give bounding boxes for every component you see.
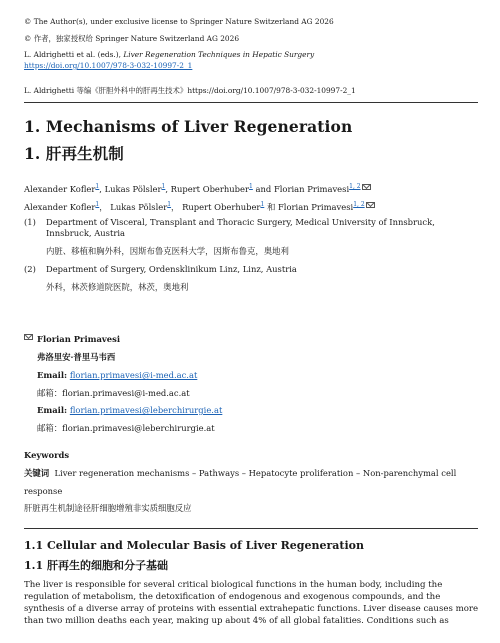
- email-label: Email:: [37, 405, 68, 415]
- chapter-title-en: 1. Mechanisms of Liver Regeneration: [24, 117, 353, 136]
- keywords-text-zh: 肝脏再生机制途径肝细胞增殖非实质细胞反应: [24, 503, 192, 513]
- citation-title: Liver Regeneration Techniques in Hepatic Surgery: [123, 50, 315, 59]
- keywords-line: [24, 468, 456, 479]
- chapter-title-zh: 1. 肝再生机制: [24, 144, 124, 163]
- body-line-3: synthesis of a diverse array of proteins with essential extrahepatic functions. Liver disease causes more: [24, 604, 479, 614]
- mail-icon[interactable]: [362, 184, 371, 190]
- keywords-text-2: response: [24, 486, 63, 496]
- affil-2-number: (2): [24, 264, 36, 274]
- and-word: and: [255, 183, 272, 194]
- author-4: Florian Primavesi: [273, 183, 350, 194]
- email-2-text: florian.primavesi@leberchirurgie.at: [62, 423, 215, 433]
- keywords-text-1: Liver regeneration mechanisms – Pathways – Hepatocyte proliferation – Non-parenchymal cell: [54, 468, 457, 478]
- keywords-heading: Keywords: [24, 450, 70, 460]
- keywords-heading-zh: 关键词: [24, 468, 50, 478]
- email-1-link[interactable]: florian.primavesi@i-med.ac.at: [69, 370, 198, 380]
- affil-2-text-zh: 外科，林茨修道院医院，林茨，奥地利: [46, 282, 189, 292]
- email-1-row-zh: [37, 388, 190, 399]
- affil-1-number: (1): [24, 217, 36, 227]
- author-2-affil[interactable]: 1: [161, 183, 166, 190]
- author-4-affil[interactable]: 1, 2: [349, 183, 361, 190]
- author-zh-2-affil[interactable]: 1: [167, 201, 172, 208]
- author-zh-1-affil[interactable]: 1: [95, 201, 100, 208]
- section-divider: [24, 528, 478, 529]
- email-label: Email:: [37, 370, 68, 380]
- email-label-zh: 邮箱：: [37, 388, 63, 398]
- and-word-zh: 和: [266, 201, 276, 212]
- email-2-row: [37, 405, 222, 416]
- author-zh-3-affil[interactable]: 1: [260, 201, 265, 208]
- doi-link[interactable]: https://doi.org/10.1007/978-3-032-10997-2_1: [24, 61, 193, 70]
- author-zh-2: Lukas Pölsler: [110, 201, 168, 212]
- author-zh-4: Florian Primavesi: [278, 201, 354, 212]
- author-1-affil[interactable]: 1: [95, 183, 100, 190]
- author-zh-3: Rupert Oberhuber: [182, 201, 261, 212]
- citation-line-zh: L. Aldrighetti 等编《肝胆外科中的肝再生技术》https://doi.org/10.1007/978-3-032-10997-2_1: [24, 86, 356, 95]
- affil-2-text: Department of Surgery, Ordensklinikum Linz, Linz, Austria: [46, 264, 297, 274]
- affil-1-text: Department of Visceral, Transplant and Thoracic Surgery, Medical University of Innsbruck, Innsbruck, Austria: [46, 217, 435, 238]
- citation-line: [24, 50, 314, 60]
- correspondence-name: Florian Primavesi: [24, 334, 120, 345]
- copyright-line-zh: © 作者，独家授权给 Springer Nature Switzerland AG 2026: [24, 34, 240, 43]
- author-1: Alexander Kofler: [24, 183, 96, 194]
- body-line-2: regulation of metabolism, the detoxification of endogenous and exogenous compounds, and the: [24, 592, 441, 602]
- email-1-text: florian.primavesi@i-med.ac.at: [62, 388, 190, 398]
- author-3: Rupert Oberhuber: [170, 183, 250, 194]
- body-line-4: than two million deaths each year, making up about 4% of all global fatalities. Conditions such as: [24, 616, 449, 626]
- correspondence-name-zh: 弗洛里安·普里马韦西: [37, 352, 116, 362]
- author-2: Lukas Pölsler: [104, 183, 162, 194]
- body-line-1: The liver is responsible for several critical biological functions in the human body, including the: [24, 580, 443, 590]
- email-1-row: [37, 370, 197, 381]
- section-title-en: 1.1 Cellular and Molecular Basis of Liver Regeneration: [24, 539, 364, 552]
- mail-icon[interactable]: [366, 202, 375, 208]
- authors-en: Alexander Kofler$^1$, Lukas Pölsler$^1$, Rupert Oberhuber$^1$ and Florian Primavesi$^{1, 2}$: [24, 181, 371, 195]
- email-2-link[interactable]: florian.primavesi@leberchirurgie.at: [69, 405, 223, 415]
- top-divider: [24, 102, 478, 103]
- email-label-zh: 邮箱：: [37, 423, 63, 433]
- mail-icon: [24, 334, 33, 340]
- author-zh-1: Alexander Kofler: [24, 201, 96, 212]
- email-2-row-zh: [37, 423, 215, 434]
- citation-authors: L. Aldrighetti et al. (eds.),: [24, 50, 121, 59]
- copyright-line-en: © The Author(s), under exclusive license to Springer Nature Switzerland AG 2026: [24, 17, 334, 26]
- affil-1-text-zh: 内脏、移植和胸外科，因斯布鲁克医科大学，因斯布鲁克，奥地利: [46, 246, 289, 256]
- section-title-zh: 1.1 肝再生的细胞和分子基础: [24, 559, 168, 572]
- author-zh-4-affil[interactable]: 1, 2: [353, 201, 365, 208]
- author-3-affil[interactable]: 1: [249, 183, 253, 190]
- authors-zh: Alexander Kofler$^1$， Lukas Pölsler$^1$， Rupert Oberhuber$^1$ 和 Florian Primavesi$^{1, 2}$: [24, 199, 375, 213]
